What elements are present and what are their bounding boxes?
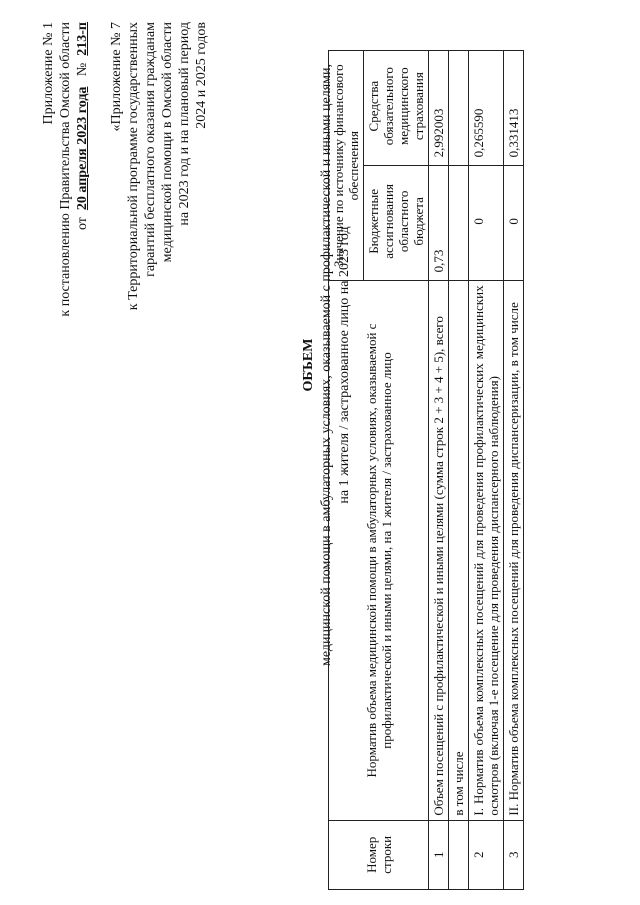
row-budget-value: 0 [504,166,524,281]
program-annex-line1: «Приложение № 7 [109,22,124,132]
document-subtitle-line1: медицинской помощи в амбулаторных условиях, оказываемой с профилактической и иными целями, [319,64,334,666]
annex-number-label: № [75,62,90,77]
row-oms-value: 0,331413 [504,51,524,166]
row-number: 3 [504,820,524,889]
table-row [449,51,469,890]
row-oms-value: 2,992003 [429,51,449,166]
program-annex-line6: 2024 и 2025 годов [194,22,209,129]
annex-header [40,22,91,442]
program-annex-line5: на 2023 год и на плановый период [177,22,192,226]
norms-table [328,50,524,890]
annex-date-line [74,22,91,442]
document-subtitle-line2: на 1 жителя / застрахованное лицо на 2023 год [337,226,352,504]
row-name: I. Норматив объема комплексных посещений для проведения профилактических медицинских осмотров (включая 1-е посещение для проведения диспансерного наблюдения) [469,281,504,820]
header-row-number: Номер строки [329,820,429,889]
table-row [429,51,449,890]
program-annex-line2: к Территориальной программе государственных [126,22,141,311]
annex-decree: к постановлению Правительства Омской области [58,22,73,317]
row-budget-value: 0,73 [429,166,449,281]
program-annex-line4: медицинской помощи в Омской области [160,22,175,263]
table-header-row [329,51,364,890]
table-row [469,51,504,890]
row-name: Объем посещений с профилактической и иными целями (сумма строк 2 + 3 + 4 + 5), всего [429,281,449,820]
header-source: Значение по источнику финансового обеспечения [329,51,364,281]
program-annex-line3: гарантий бесплатного оказания гражданам [143,22,158,277]
header-budget: Бюджетные ассигнования областного бюджета [364,166,429,281]
table-row [504,51,524,890]
annex-number: 213-п [75,22,90,56]
row-number: 1 [429,820,449,889]
row-budget-value: 0 [469,166,504,281]
row-oms-value [449,51,469,166]
row-number: 2 [469,820,504,889]
row-oms-value: 0,265590 [469,51,504,166]
document-title: ОБЪЕМ [301,338,316,392]
row-name: в том числе [449,281,469,820]
row-number [449,820,469,889]
annex-title: Приложение № 1 [41,22,56,125]
header-norm-name: Норматив объема медицинской помощи в амбулаторных условиях, оказываемой с профилактической и иными целями, на 1 жителя / застрахованное лицо [329,281,429,820]
row-name: II. Норматив объема комплексных посещений для проведения диспансеризации, в том числе [504,281,524,820]
annex-date: 20 апреля 2023 года [75,86,90,211]
row-budget-value [449,166,469,281]
program-annex [108,22,210,462]
annex-from-label: от [75,217,90,231]
header-oms: Средства обязательного медицинского страхования [364,51,429,166]
